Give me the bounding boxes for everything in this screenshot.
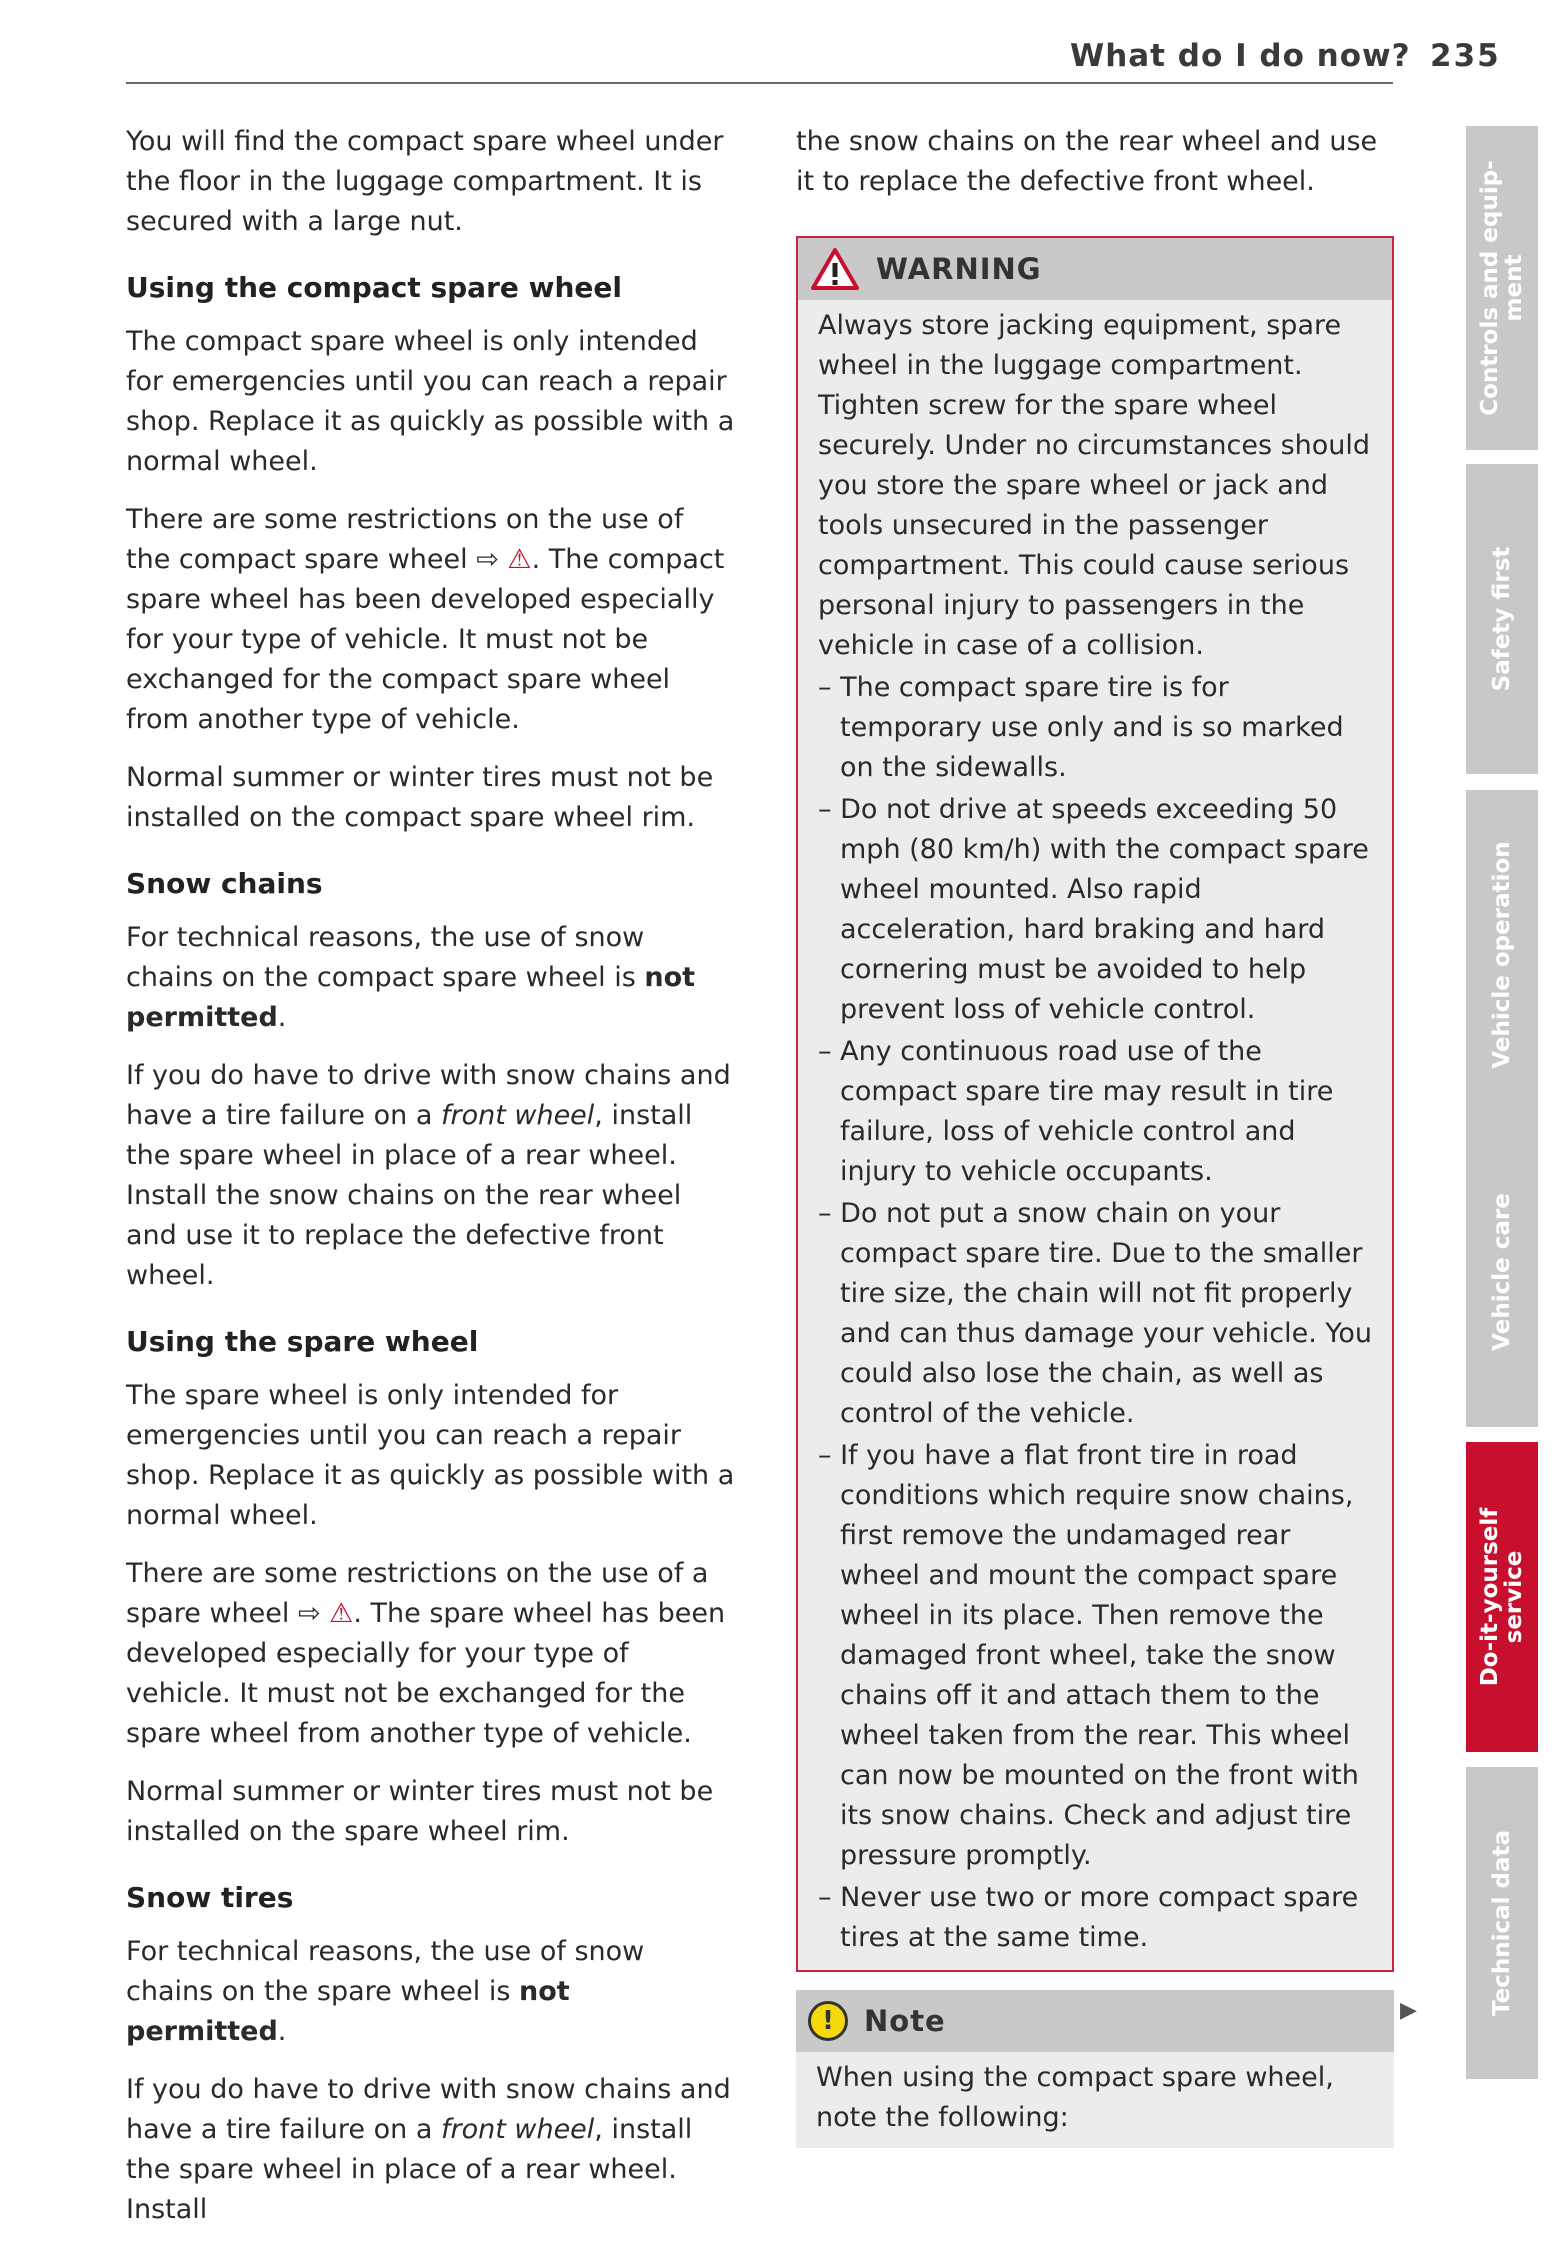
header-divider	[126, 82, 1393, 84]
note-text: When using the compact spare wheel, note the following:	[816, 2062, 1334, 2133]
paragraph	[126, 918, 736, 1038]
text-run: .	[277, 2016, 287, 2047]
note-exclamation-icon: !	[808, 2001, 848, 2041]
warning-intro: Always store jacking equipment, spare wheel in the luggage compartment. Tighten screw for the spare wheel securely. Under no circumstances should you store the spare wheel or jack and tools unsecured in the passenger compartment. This could cause serious personal injury to passengers in the vehicle in case of a collision.	[818, 310, 1371, 661]
section-heading: Using the spare wheel	[126, 1325, 479, 1358]
page-header-title: What do I do now?	[1070, 38, 1411, 74]
italic-text: front wheel	[440, 1100, 595, 1131]
paragraph	[126, 1932, 736, 2052]
side-tab-safety[interactable]	[1466, 464, 1538, 774]
side-tab-label: Technical data	[1489, 1829, 1515, 2017]
side-tab-label: Vehicle care	[1489, 1193, 1515, 1351]
list-item: – The compact spare tire is for temporary use only and is so marked on the sidewalls.	[818, 668, 1374, 788]
bold-text: not permitted	[126, 962, 696, 1033]
side-tab-technical-data[interactable]	[1466, 1767, 1538, 2079]
text-run: . The compact spare wheel has been developed especially for your type of vehicle. It must not be exchanged for the compact spare wheel from another type of vehicle.	[126, 544, 725, 735]
side-tab-vehicle-care[interactable]	[1466, 1117, 1538, 1427]
note-header	[796, 1990, 1394, 2052]
text-run: . The spare wheel has been developed especially for your type of vehicle. It must not be exchanged for the spare wheel from another type of vehicle.	[126, 1598, 726, 1749]
note-box	[796, 1990, 1394, 2148]
paragraph	[126, 1056, 736, 1296]
warning-reference-icon[interactable]: ⚠	[329, 1598, 354, 1629]
warning-list	[818, 668, 1374, 1958]
side-tab-label: Do-it-yourself service	[1477, 1507, 1527, 1687]
left-column	[126, 122, 736, 2248]
warning-box	[796, 236, 1394, 1972]
warning-body	[798, 300, 1392, 1970]
text-run: There are some restrictions on the use of the compact spare wheel ⇨	[126, 504, 684, 575]
italic-text: front wheel	[440, 2114, 595, 2145]
paragraph: Normal summer or winter tires must not be installed on the spare wheel rim.	[126, 1776, 714, 1847]
text-run: For technical reasons, the use of snow chains on the compact spare wheel is	[126, 922, 645, 993]
side-tab-diy-service[interactable]	[1466, 1442, 1538, 1752]
bold-text: not permitted	[126, 1976, 570, 2047]
side-tab-vehicle-operation[interactable]	[1466, 790, 1538, 1120]
text-run: .	[277, 1002, 287, 1033]
text-run: , install the spare wheel in place of a rear wheel. Install	[126, 2114, 693, 2225]
section-heading: Using the compact spare wheel	[126, 271, 622, 304]
paragraph	[126, 1554, 736, 1754]
paragraph: The spare wheel is only intended for emergencies until you can reach a repair shop. Replace it as quickly as possible with a normal wheel.	[126, 1380, 735, 1531]
paragraph: You will find the compact spare wheel under the floor in the luggage compartment. It is secured with a large nut.	[126, 126, 724, 237]
list-item: – Any continuous road use of the compact spare tire may result in tire failure, loss of vehicle control and injury to vehicle occupants.	[818, 1032, 1374, 1192]
paragraph	[126, 500, 736, 740]
warning-reference-icon[interactable]: ⚠	[507, 544, 532, 575]
warning-triangle-icon	[810, 247, 860, 291]
note-title: Note	[864, 2004, 946, 2038]
text-run: There are some restrictions on the use of a spare wheel ⇨	[126, 1558, 709, 1629]
side-tab-label: Controls and equip- ment	[1477, 160, 1527, 416]
list-item: – Do not drive at speeds exceeding 50 mph (80 km/h) with the compact spare wheel mounted. Also rapid acceleration, hard braking and hard cornering must be avoided to help prevent loss of vehicle control.	[818, 790, 1374, 1030]
paragraph: Normal summer or winter tires must not be installed on the compact spare wheel rim.	[126, 762, 714, 833]
note-body	[796, 2052, 1394, 2148]
paragraph: The compact spare wheel is only intended for emergencies until you can reach a repair shop. Replace it as quickly as possible with a normal wheel.	[126, 326, 735, 477]
warning-header	[798, 238, 1392, 300]
list-item: – Do not put a snow chain on your compact spare tire. Due to the smaller tire size, the chain will not fit properly and can thus damage your vehicle. You could also lose the chain, as well as control of the vehicle.	[818, 1194, 1374, 1434]
section-heading: Snow chains	[126, 867, 323, 900]
paragraph	[126, 2070, 736, 2230]
section-heading: Snow tires	[126, 1881, 294, 1914]
page-number: 235	[1430, 38, 1501, 74]
text-run: If you do have to drive with snow chains and have a tire failure on a	[126, 1060, 731, 1131]
paragraph: the snow chains on the rear wheel and use it to replace the defective front wheel.	[796, 126, 1378, 197]
side-tab-label: Vehicle operation	[1489, 841, 1515, 1069]
warning-title: WARNING	[876, 252, 1042, 286]
right-column	[796, 122, 1394, 2148]
side-tab-label: Safety first	[1489, 546, 1515, 692]
text-run: For technical reasons, the use of snow chains on the spare wheel is	[126, 1936, 645, 2007]
continue-arrow-icon: ▶	[1400, 1998, 1417, 2023]
list-item: – Never use two or more compact spare tires at the same time.	[818, 1878, 1374, 1958]
list-item: – If you have a flat front tire in road conditions which require snow chains, first remove the undamaged rear wheel and mount the compact spare wheel in its place. Then remove the damaged front wheel, take the snow chains off it and attach them to the wheel taken from the rear. This wheel can now be mounted on the front with its snow chains. Check and adjust tire pressure promptly.	[818, 1436, 1374, 1876]
side-tab-controls[interactable]	[1466, 126, 1538, 450]
text-run: , install the spare wheel in place of a rear wheel. Install the snow chains on the rear wheel and use it to replace the defective front wheel.	[126, 1100, 693, 1291]
text-run: If you do have to drive with snow chains and have a tire failure on a	[126, 2074, 731, 2145]
